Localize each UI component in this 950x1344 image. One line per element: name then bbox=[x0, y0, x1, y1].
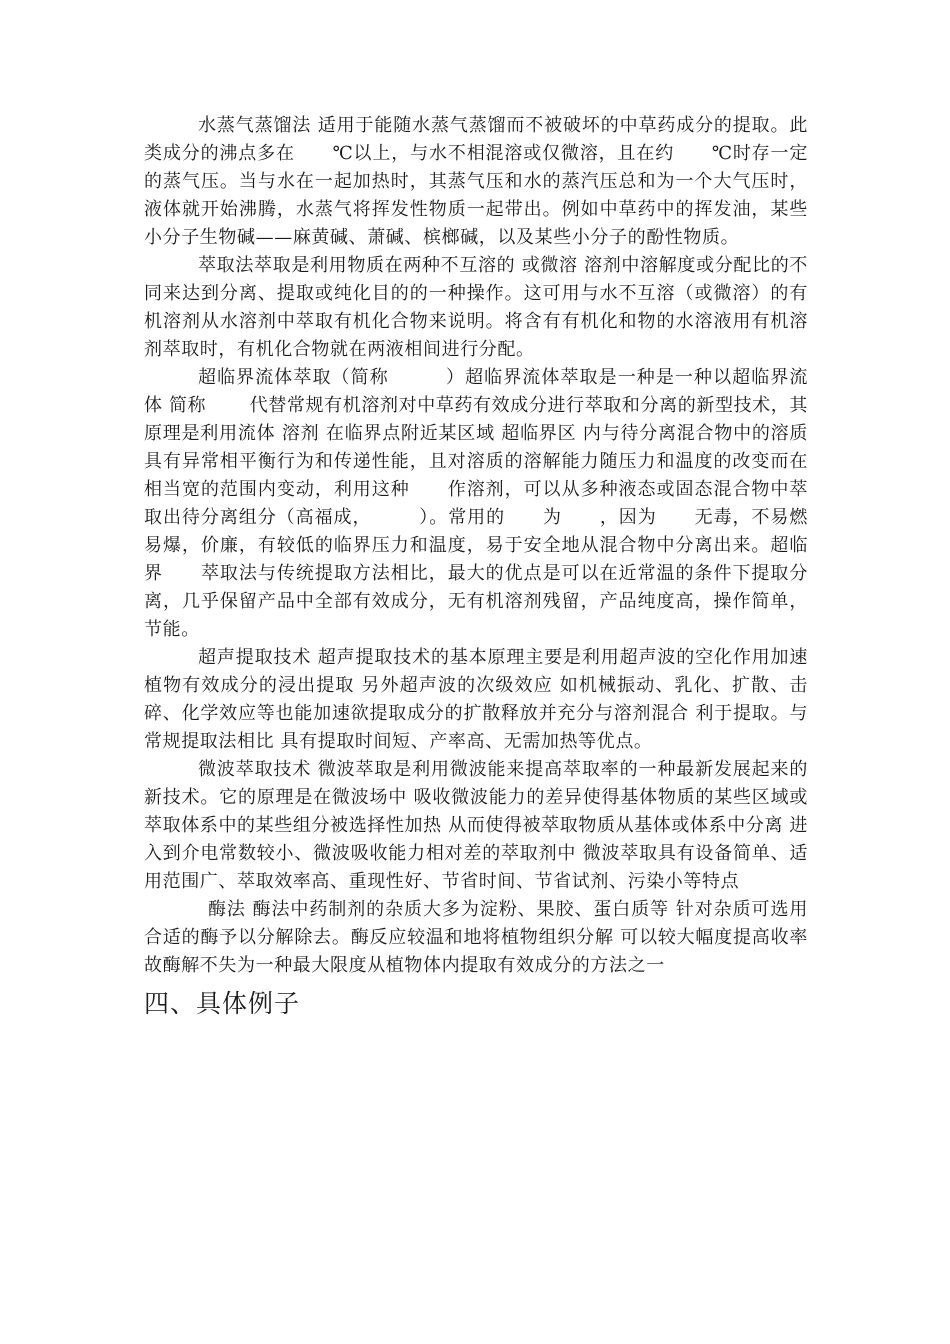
paragraph-enzyme-method: 酶法 酶法中药制剂的杂质大多为淀粉、果胶、蛋白质等 针对杂质可选用合适的酶予以分解除去。酶反应较温和地将植物组织分解 可以较大幅度提高收率 故酶解不失为一种最大限度从植物体内提取有效成分的方法之一 bbox=[144, 899, 808, 976]
paragraph-microwave-extraction: 微波萃取技术 微波萃取是利用微波能来提高萃取率的一种最新发展起来的新技术。它的原理是在微波场中 吸收微波能力的差异使得基体物质的某些区域或萃取体系中的某些组分被选择性加热 从而使得被萃取物质从基体或体系中分离 进入到介电常数较小、微波吸收能力相对差的萃取剂中 微波萃取具有设备简单、适用范围广、萃取效率高、重现性好、节省时间、节省试剂、污染小等特点 bbox=[144, 759, 808, 892]
paragraph-supercritical-extraction: 超临界流体萃取（简称 ）超临界流体萃取是一种是一种以超临界流体 简称 代替常规有机溶剂对中草药有效成分进行萃取和分离的新型技术，其原理是利用流体 溶剂 在临界点附近某区域 超临界区 内与待分离混合物中的溶质具有异常相平衡行为和传递性能，且对溶质的溶解能力随压力和温度的改变而在相当宽的范围内变动，利用这种 作溶剂，可以从多种液态或固态混合物中萃取出待分离组分（高福成， ）。常用的 为 ，因为 无毒，不易燃易爆，价廉，有较低的临界压力和温度，易于安全地从混合物中分离出来。超临界 萃取法与传统提取方法相比，最大的优点是可以在近常温的条件下提取分离，几乎保留产品中全部有效成分，无有机溶剂残留，产品纯度高，操作简单，节能。 bbox=[144, 367, 808, 640]
paragraph-solvent-extraction: 萃取法萃取是利用物质在两种不互溶的 或微溶 溶剂中溶解度或分配比的不同来达到分离、提取或纯化目的的一种操作。这可用与水不互溶（或微溶）的有机溶剂从水溶剂中萃取有机化合物来说明。将含有有机化和物的水溶液用有机溶剂萃取时，有机化合物就在两液相间进行分配。 bbox=[144, 255, 808, 360]
paragraph-steam-distillation: 水蒸气蒸馏法 适用于能随水蒸气蒸馏而不被破坏的中草药成分的提取。此类成分的沸点多在 ℃以上，与水不相混溶或仅微溶，且在约 ℃时存一定的蒸气压。当与水在一起加热时，其蒸气压和水的蒸汽压总和为一个大气压时，液体就开始沸腾，水蒸气将挥发性物质一起带出。例如中草药中的挥发油，某些小分子生物碱——麻黄碱、萧碱、槟榔碱，以及某些小分子的酚性物质。 bbox=[144, 115, 808, 248]
paragraph-ultrasonic-extraction: 超声提取技术 超声提取技术的基本原理主要是利用超声波的空化作用加速植物有效成分的浸出提取 另外超声波的次级效应 如机械振动、乳化、扩散、击碎、化学效应等也能加速欲提取成分的扩散释放并充分与溶剂混合 利于提取。与常规提取法相比 具有提取时间短、产率高、无需加热等优点。 bbox=[144, 647, 808, 752]
document-body bbox=[144, 112, 808, 1024]
section-heading: 四、具体例子 bbox=[144, 989, 301, 1018]
